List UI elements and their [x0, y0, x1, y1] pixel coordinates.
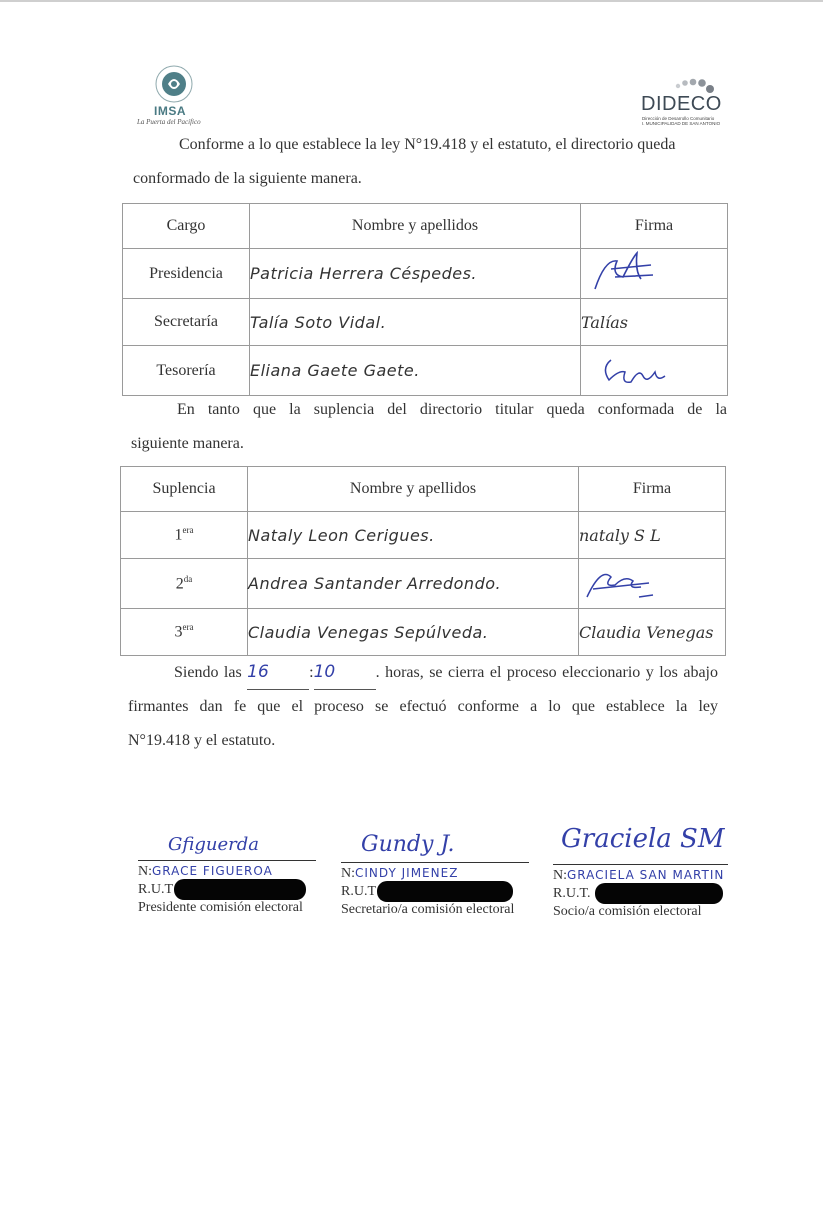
intro-line-2: conformado de la siguiente manera. — [133, 170, 362, 187]
closing-post-text: . horas, se cierra el proceso eleccionario y los abajo — [375, 664, 719, 681]
signature-scribble: Gfiguerda — [168, 834, 260, 855]
redaction-bar — [595, 883, 723, 904]
signature-scribble: Gundy J. — [361, 832, 455, 857]
rut-label: R.U.T — [138, 882, 173, 897]
table-row — [123, 249, 728, 299]
table-row — [123, 346, 728, 396]
table-row — [121, 559, 726, 609]
handwritten-name: Nataly Leon Cerigues. — [248, 512, 579, 559]
handwritten-member-name: GRACE FIGUEROA — [152, 864, 273, 878]
handwritten-name: Eliana Gaete Gaete. — [250, 346, 581, 396]
page-top-edge — [0, 0, 823, 2]
directorio-table — [122, 203, 728, 396]
handwritten-name: Andrea Santander Arredondo. — [248, 559, 579, 609]
table-header-row — [123, 204, 728, 249]
suplencia-line-1: En tanto que la suplencia del directorio titular queda conformada de la — [177, 401, 727, 418]
handwritten-signature-icon — [581, 346, 701, 390]
rut-label: R.U.T — [341, 884, 376, 899]
ordinal-number: 1 — [174, 526, 183, 544]
time-separator: : — [309, 664, 314, 681]
signature-line — [138, 860, 316, 861]
signature-cell — [581, 249, 728, 299]
ordinal-suffix: era — [182, 622, 194, 633]
cargo-cell: Tesorería — [123, 346, 250, 396]
role-label: Presidente comisión electoral — [138, 900, 303, 915]
name-label: N: — [341, 866, 355, 881]
name-line — [553, 868, 724, 884]
header-cargo: Cargo — [123, 204, 250, 249]
suplencia-table — [120, 466, 726, 656]
rut-label: R.U.T. — [553, 886, 591, 901]
closing-line-2: firmantes dan fe que el proceso se efectuó conforme a lo que establece la ley — [128, 698, 718, 715]
imsa-tagline: La Puerta del Pacífico — [137, 118, 201, 126]
header-firma: Firma — [579, 467, 726, 512]
handwritten-signature-icon — [581, 249, 701, 293]
closing-line-3: N°19.418 y el estatuto. — [128, 732, 276, 749]
ordinal-suffix: era — [182, 525, 194, 536]
handwritten-member-name: CINDY JIMENEZ — [355, 866, 459, 880]
signature-cell — [581, 346, 728, 396]
dideco-subtitle — [642, 116, 732, 126]
handwritten-member-name: GRACIELA SAN MARTIN — [567, 868, 725, 882]
handwritten-name: Claudia Venegas Sepúlveda. — [248, 609, 579, 656]
role-label: Secretario/a comisión electoral — [341, 902, 515, 917]
redaction-bar — [174, 879, 306, 900]
suplencia-line-2: siguiente manera. — [131, 435, 244, 452]
closing-line-1 — [128, 655, 718, 690]
ordinal-number: 3 — [174, 623, 183, 641]
cargo-cell: Secretaría — [123, 299, 250, 346]
signature-cell: nataly S L — [579, 512, 726, 559]
signature-cell: Claudia Venegas — [579, 609, 726, 656]
ordinal-number: 2 — [175, 575, 184, 593]
name-label: N: — [138, 864, 152, 879]
header-nombre: Nombre y apellidos — [248, 467, 579, 512]
suplencia-number — [121, 559, 248, 609]
handwritten-name: Patricia Herrera Céspedes. — [250, 249, 581, 299]
ordinal-suffix: da — [183, 573, 193, 584]
suplencia-paragraph — [131, 393, 727, 461]
header-nombre: Nombre y apellidos — [250, 204, 581, 249]
minute-field: 10 — [314, 655, 376, 690]
closing-paragraph — [128, 655, 718, 758]
header-suplencia: Suplencia — [121, 467, 248, 512]
header-firma: Firma — [581, 204, 728, 249]
hour-field: 16 — [247, 655, 309, 690]
table-row — [121, 609, 726, 656]
handwritten-name: Talía Soto Vidal. — [250, 299, 581, 346]
signature-line — [553, 864, 728, 865]
dideco-logo-text: DIDECO — [641, 93, 722, 115]
table-header-row — [121, 467, 726, 512]
suplencia-number — [121, 609, 248, 656]
dideco-subtitle-line-1: Dirección de Desarrollo Comunitario — [642, 116, 715, 121]
cargo-cell: Presidencia — [123, 249, 250, 299]
suplencia-number — [121, 512, 248, 559]
intro-line-1: Conforme a lo que establece la ley N°19.418 y el estatuto, el directorio queda — [179, 136, 676, 153]
handwritten-signature-icon — [579, 559, 699, 603]
redaction-bar — [377, 881, 513, 902]
signature-line — [341, 862, 529, 863]
closing-pre-text: Siendo las — [174, 664, 242, 681]
table-row — [123, 299, 728, 346]
name-line — [138, 864, 273, 880]
name-line — [341, 866, 458, 882]
name-label: N: — [553, 868, 567, 883]
table-row — [121, 512, 726, 559]
imsa-logo-text: IMSA — [154, 104, 186, 118]
signature-cell: Talías — [581, 299, 728, 346]
signature-scribble: Graciela SM — [561, 824, 725, 854]
intro-paragraph — [133, 128, 729, 196]
role-label: Socio/a comisión electoral — [553, 904, 702, 919]
signature-cell — [579, 559, 726, 609]
dideco-subtitle-line-2: I. MUNICIPALIDAD DE SAN ANTONIO — [642, 121, 721, 126]
